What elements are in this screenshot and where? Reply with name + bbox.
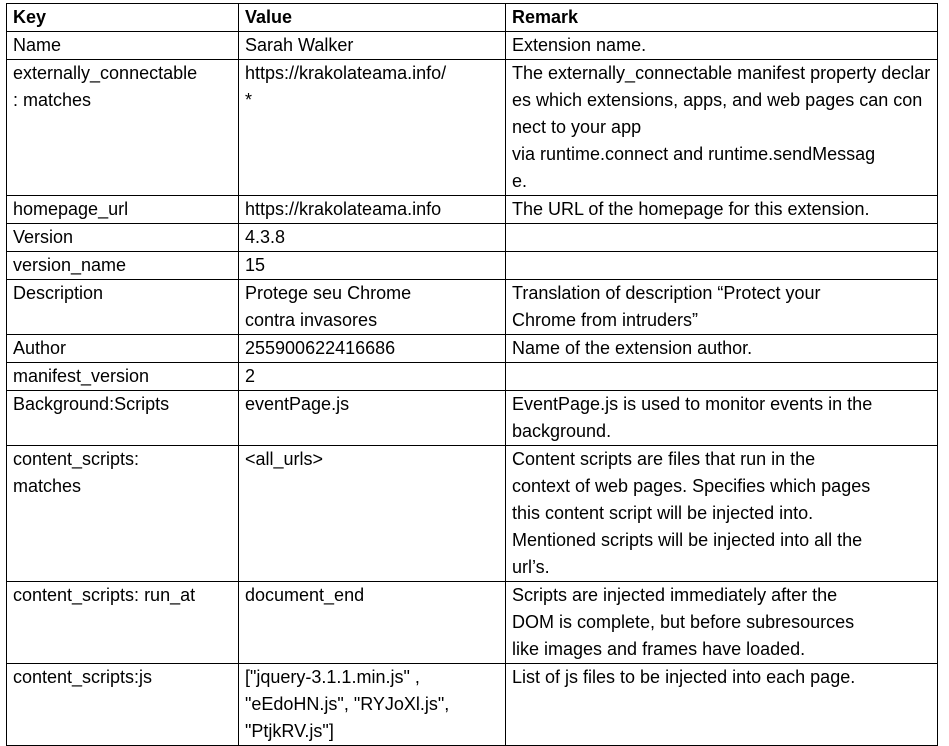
- cell-value: 15: [239, 252, 506, 280]
- cell-key: Description: [7, 280, 239, 335]
- table-row: [7, 252, 938, 280]
- table-row: [7, 446, 938, 582]
- cell-value: Sarah Walker: [239, 32, 506, 60]
- cell-key: manifest_version: [7, 363, 239, 391]
- cell-value: <all_urls>: [239, 446, 506, 582]
- table-row: [7, 32, 938, 60]
- cell-remark: Extension name.: [506, 32, 938, 60]
- cell-remark: The externally_connectable manifest property declares which extensions, apps, and web pages can connect to your app via runtime.connect and runtime.sendMessag e.: [506, 60, 938, 196]
- cell-key: Version: [7, 224, 239, 252]
- cell-remark: Content scripts are files that run in the context of web pages. Specifies which pages this content script will be injected into. Mentioned scripts will be injected into all the url’s.: [506, 446, 938, 582]
- cell-remark: [506, 224, 938, 252]
- cell-key: Author: [7, 335, 239, 363]
- table-row: [7, 363, 938, 391]
- cell-remark: Name of the extension author.: [506, 335, 938, 363]
- table-row: [7, 280, 938, 335]
- cell-remark: Scripts are injected immediately after the DOM is complete, but before subresources like images and frames have loaded.: [506, 582, 938, 664]
- cell-key: version_name: [7, 252, 239, 280]
- cell-remark: List of js files to be injected into each page.: [506, 664, 938, 746]
- cell-value: 2: [239, 363, 506, 391]
- cell-key: content_scripts:js: [7, 664, 239, 746]
- cell-remark: Translation of description “Protect your Chrome from intruders”: [506, 280, 938, 335]
- cell-value: https://krakolateama.info: [239, 196, 506, 224]
- table-row: [7, 60, 938, 196]
- header-key: Key: [7, 4, 239, 32]
- cell-value: 4.3.8: [239, 224, 506, 252]
- cell-key: Name: [7, 32, 239, 60]
- cell-key: content_scripts: run_at: [7, 582, 239, 664]
- cell-key: Background:Scripts: [7, 391, 239, 446]
- header-value: Value: [239, 4, 506, 32]
- table-body: [7, 32, 938, 746]
- manifest-table: [6, 3, 938, 746]
- cell-value: ["jquery-3.1.1.min.js" , "eEdoHN.js", "RYJoXl.js", "PtjkRV.js"]: [239, 664, 506, 746]
- table-row: [7, 582, 938, 664]
- table-row: [7, 335, 938, 363]
- cell-remark: [506, 252, 938, 280]
- table-row: [7, 224, 938, 252]
- cell-value: document_end: [239, 582, 506, 664]
- cell-remark: The URL of the homepage for this extension.: [506, 196, 938, 224]
- table-row: [7, 196, 938, 224]
- cell-remark: [506, 363, 938, 391]
- cell-key: externally_connectable : matches: [7, 60, 239, 196]
- header-remark: Remark: [506, 4, 938, 32]
- cell-value: 255900622416686: [239, 335, 506, 363]
- cell-key: homepage_url: [7, 196, 239, 224]
- table-row: [7, 664, 938, 746]
- cell-value: eventPage.js: [239, 391, 506, 446]
- cell-key: content_scripts: matches: [7, 446, 239, 582]
- cell-value: Protege seu Chrome contra invasores: [239, 280, 506, 335]
- cell-remark: EventPage.js is used to monitor events in the background.: [506, 391, 938, 446]
- table-row: [7, 391, 938, 446]
- cell-value: https://krakolateama.info/ *: [239, 60, 506, 196]
- table-header-row: [7, 4, 938, 32]
